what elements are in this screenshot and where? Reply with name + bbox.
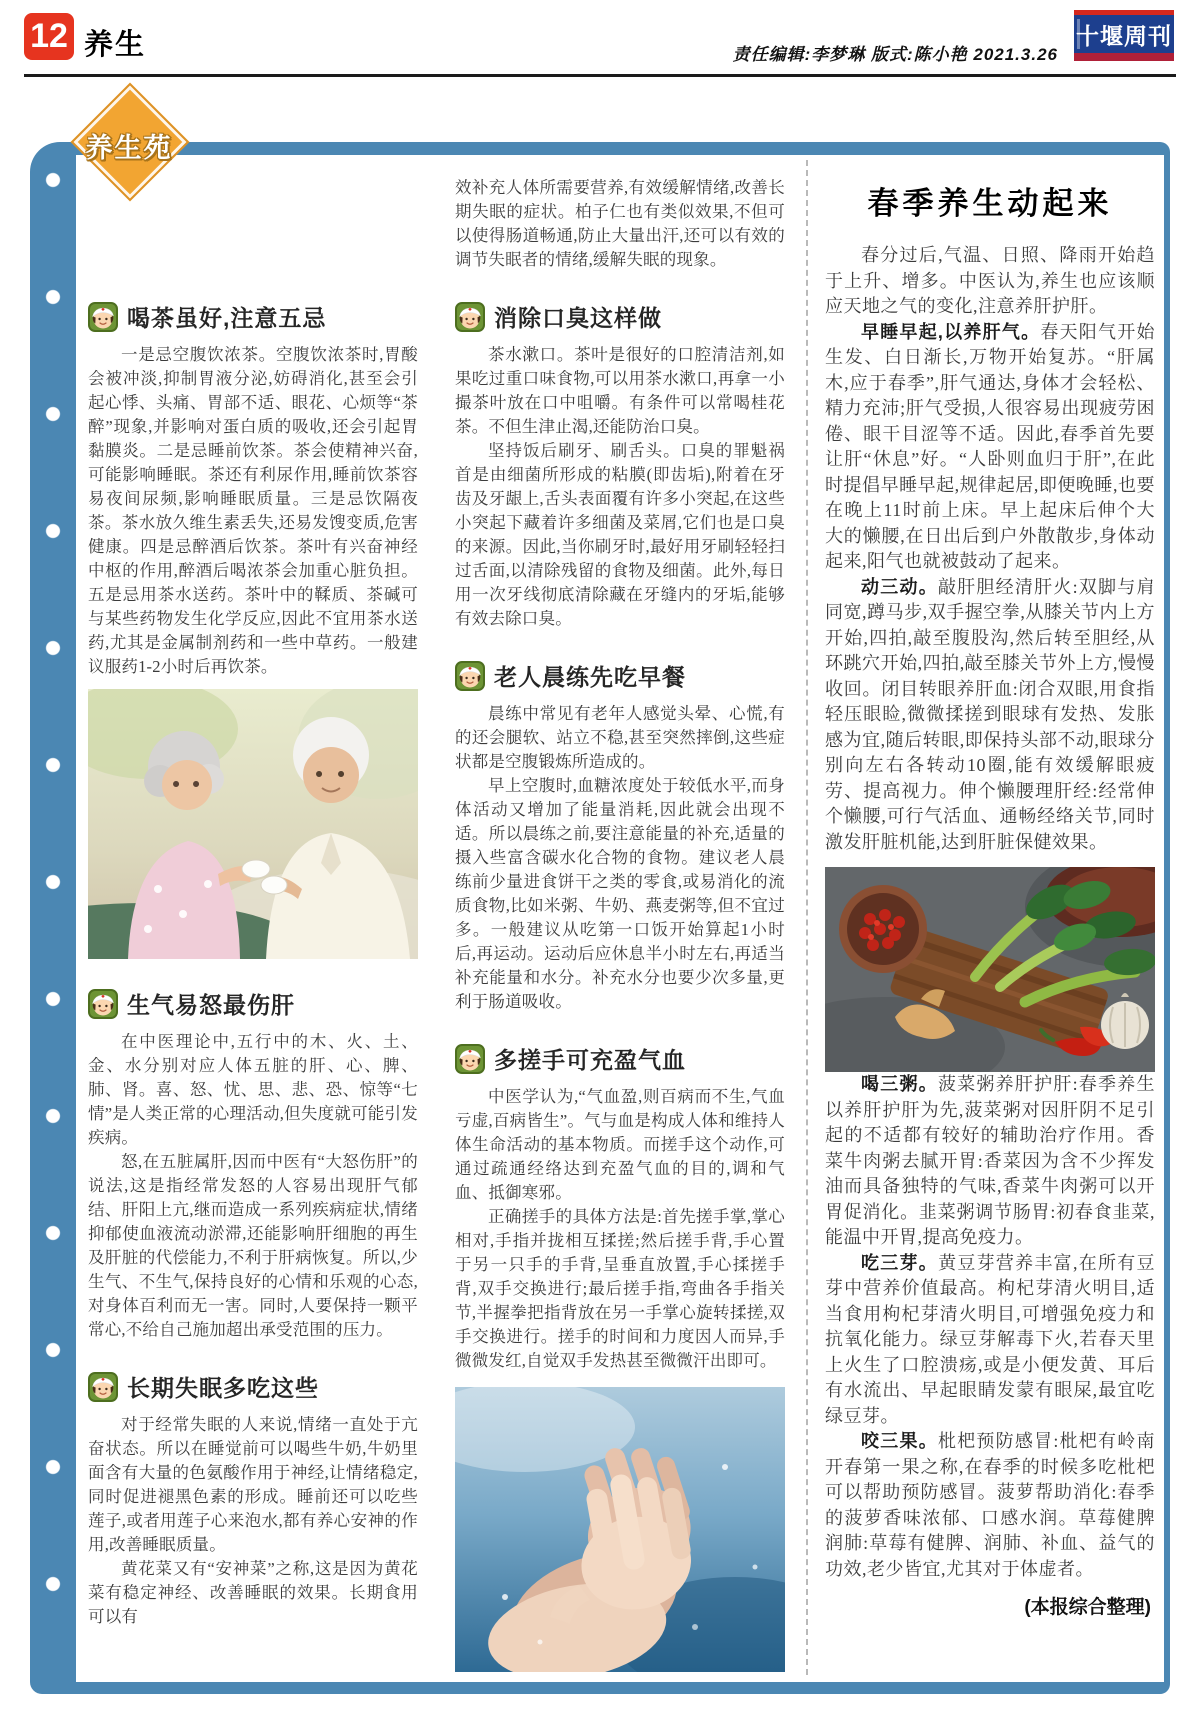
- body-paragraph: 中医学认为,“气血盈,则百病而不生,气血亏虚,百病皆生”。气与血是构成人体和维持人体生命活动的基本物质。而搓手这个动作,可通过疏通经络达到充盈气血的目的,调和气血、抵御寒邪。: [455, 1087, 785, 1202]
- photo-elderly-couple-tea: [88, 689, 418, 959]
- doctor-face-icon: [88, 989, 118, 1019]
- column-right: [806, 160, 1155, 1675]
- body-paragraph: 咬三果。枇杷预防感冒:枇杷有岭南开春第一果之称,在春季的时候多吃枇杷可以帮助预防感冒。菠萝帮助消化:春季的菠萝香味浓郁、口感水润。草莓健脾润肺:草莓有健脾、润肺、补血、益气的功效,老少皆宜,尤其对于体虚者。: [825, 1431, 1156, 1579]
- doctor-face-icon: [455, 1044, 485, 1074]
- paragraph-lead: 咬三果。: [861, 1431, 938, 1451]
- photo-spring-vegetables: [825, 867, 1155, 1072]
- body-paragraph: 晨练中常见有老年人感觉头晕、心慌,有的还会腿软、站立不稳,甚至突然摔倒,这些症状都是空腹锻炼所造成的。: [455, 704, 785, 771]
- body-paragraph: 效补充人体所需要营养,有效缓解情绪,改善长期失眠的症状。柏子仁也有类似效果,不但可以使得肠道畅通,防止大量出汗,还可以有效的调节失眠者的情绪,缓解失眠的现象。: [455, 178, 785, 269]
- page-number-badge: [24, 13, 74, 60]
- doctor-face-icon: [455, 661, 485, 691]
- paragraph-lead: 喝三粥。: [861, 1074, 938, 1094]
- body-paragraph: 对于经常失眠的人来说,情绪一直处于亢奋状态。所以在睡觉前可以喝些牛奶,牛奶里面含有大量的色氨酸作用于神经,让情绪稳定,同时促进褪黑色素的形成。睡前还可以吃些莲子,或者用莲子心来泡水,都有养心安神的作用,改善睡眠质量。: [88, 1415, 418, 1554]
- binder-holes: [30, 160, 76, 1640]
- section-title: 老人晨练先吃早餐: [494, 664, 686, 690]
- doctor-face-icon: [455, 302, 485, 332]
- section-title: 消除口臭这样做: [494, 305, 662, 331]
- section-title: 长期失眠多吃这些: [127, 1375, 319, 1401]
- doctor-face-icon: [88, 1372, 118, 1402]
- doctor-face-icon: [88, 302, 118, 332]
- column-left: [88, 160, 418, 1629]
- body-paragraph: 吃三芽。黄豆芽营养丰富,在所有豆芽中营养价值最高。枸杞芽清火明目,适当食用枸杞芽清火明目,可增强免疫力和抗氧化能力。绿豆芽解毒下火,若春天里上火生了口腔溃疡,或是小便发黄、耳后有水流出、早起眼睛发蒙有眼屎,最宜吃绿豆芽。: [825, 1252, 1156, 1426]
- editors-line: 责任编辑:李梦琳 版式:陈小艳 2021.3.26: [732, 45, 1058, 64]
- body-paragraph: 茶水漱口。茶叶是很好的口腔清洁剂,如果吃过重口味食物,可以用茶水漱口,再拿一小撮茶叶放在口中咀嚼。有条件可以常喝桂花茶。不但生津止渴,还能防治口臭。: [455, 345, 785, 436]
- article-headline: 春季养生动起来: [867, 186, 1113, 221]
- logo-title: 十堰周刊: [1074, 15, 1174, 53]
- body-paragraph: 怒,在五脏属肝,因而中医有“大怒伤肝”的说法,这是指经常发怒的人容易出现肝气郁结、肝阳上亢,继而造成一系列疾病症状,情绪抑郁使血液流动淤滞,还能影响肝细胞的再生及肝脏的代偿能力,不利于肝病恢复。所以,少生气、不生气,保持良好的心情和乐观的心态,对身体百利而无一害。同时,人要保持一颗平常心,不给自己施加超出承受范围的压力。: [88, 1152, 418, 1339]
- section-header: [455, 300, 785, 333]
- section-header: [455, 659, 785, 692]
- section-header: [455, 1042, 785, 1075]
- paragraph-lead: 早睡早起,以养肝气。: [861, 321, 1041, 342]
- section-header: [88, 300, 418, 333]
- body-paragraph: 一是忌空腹饮浓茶。空腹饮浓茶时,胃酸会被冲淡,抑制胃液分泌,妨碍消化,甚至会引起心悸、头痛、胃部不适、眼花、心烦等“茶醉”现象,并影响对蛋白质的吸收,还会引起胃黏膜炎。二是忌睡前饮茶。茶会使精神兴奋,可能影响睡眠。茶还有利尿作用,睡前饮茶容易夜间尿频,影响睡眠质量。三是忌饮隔夜茶。茶水放久维生素丢失,还易发馊变质,危害健康。四是忌醉酒后饮茶。茶叶有兴奋神经中枢的作用,醉酒后喝浓茶会加重心脏负担。五是忌用茶水送药。茶叶中的鞣质、茶碱可与某些药物发生化学反应,因此不宜用茶水送药,尤其是金属制剂药和一些中草药。一般建议服药1-2小时后再饮茶。: [88, 345, 418, 676]
- photo-tea: [88, 689, 418, 959]
- logo-bottom-bar: [1074, 53, 1174, 61]
- body-paragraph: 早上空腹时,血糖浓度处于较低水平,而身体活动又增加了能量消耗,因此就会出现不适。所以晨练之前,要注意能量的补充,适量的摄入些富含碳水化合物的食物。建议老人晨练前少量进食饼干之类的零食,或易消化的流质食物,比如米粥、牛奶、燕麦粥等,但不宜过多。一般建议从吃第一口饭开始算起1小时后,再运动。运动后应休息半小时左右,再适当补充能量和水分。补充水分也要少次多量,更利于肠道吸收。: [455, 776, 785, 1011]
- photo-veg: [825, 867, 1155, 1072]
- body-paragraph: 喝三粥。菠菜粥养肝护肝:春季养生以养肝护肝为先,菠菜粥对因肝阴不足引起的不适都有较好的辅助治疗作用。香菜牛肉粥去腻开胃:香菜因为含不少挥发油而具备独特的气味,香菜牛肉粥可以开胃促消化。韭菜粥调节肠胃:初春食韭菜,能温中开胃,提高免疫力。: [825, 1074, 1156, 1247]
- paragraph-lead: 动三动。: [861, 576, 938, 597]
- newspaper-logo: [1074, 10, 1174, 61]
- section-header: [88, 987, 418, 1020]
- photo-hands: [455, 1387, 785, 1672]
- body-paragraph: 春分过后,气温、日照、降雨开始趋于上升、增多。中医认为,养生也应该顺应天地之气的变化,注意养肝护肝。: [825, 245, 1155, 316]
- body-paragraph: 在中医理论中,五行中的木、火、土、金、水分别对应人体五脏的肝、心、脾、肺、肾。喜、怒、忧、思、悲、恐、惊等“七情”是人类正常的心理活动,但失度就可能引发疾病。: [88, 1032, 418, 1147]
- body-paragraph: 正确搓手的具体方法是:首先搓手掌,掌心相对,手指并拢相互揉搓;然后搓手背,手心置于另一只手的手背,呈垂直放置,手心揉搓手背,双手交换进行;最后搓手指,弯曲各手指关节,半握拳把指背放在另一手掌心旋转揉搓,双手交换进行。搓手的时间和力度因人而异,手微微发红,自觉双手发热甚至微微汗出即可。: [455, 1207, 785, 1370]
- body-paragraph: 动三动。敲肝胆经清肝火:双脚与肩同宽,蹲马步,双手握空拳,从膝关节内上方开始,四拍,敲至腹股沟,然后转至胆经,从环跳穴开始,四拍,敲至膝关节外上方,慢慢收回。闭目转眼养肝血:闭合双眼,用食指轻压眼睑,微微揉搓到眼球有发热、发胀感为宜,随后转眼,即保持头部不动,眼球分别向左右各转动10圈,能有效缓解眼疲劳、提高视力。伸个懒腰理肝经:经常伸个懒腰,可行气活血、通畅经络关节,同时激发肝脏机能,达到肝脏保健效果。: [825, 576, 1156, 852]
- section-header: [88, 1370, 418, 1403]
- article-area: [88, 160, 1155, 1675]
- column-badge-label: 养生苑: [85, 133, 173, 163]
- header-divider: [24, 74, 1176, 77]
- section-title: 生气易怒最伤肝: [127, 992, 295, 1018]
- section-title: 多搓手可充盈气血: [494, 1047, 686, 1073]
- section-title: 喝茶虽好,注意五忌: [127, 305, 327, 331]
- page-section-title: 养生: [84, 29, 147, 61]
- column-middle: [455, 160, 785, 1672]
- photo-clasped-hands-water: [455, 1387, 785, 1672]
- body-paragraph: 黄花菜又有“安神菜”之称,这是因为黄花菜有稳定神经、改善睡眠的效果。长期食用可以有: [88, 1559, 418, 1626]
- paragraph-lead: 吃三芽。: [861, 1252, 939, 1273]
- body-paragraph: 早睡早起,以养肝气。春天阳气开始生发、白日渐长,万物开始复苏。“肝属木,应于春季”,肝气通达,身体才会轻松、精力充沛;肝气受损,人很容易出现疲劳困倦、眼干目涩等不适。因此,春季首先要让肝“休息”好。“人卧则血归于肝”,在此时提倡早睡早起,规律起居,即便晚睡,也要在晚上11时前上床。早上起床后伸个大大的懒腰,在日出后到户外散散步,身体动起来,阳气也就被鼓动了起来。: [825, 321, 1155, 571]
- page-number: 12: [30, 17, 68, 55]
- body-paragraph: 坚持饭后刷牙、刷舌头。口臭的罪魁祸首是由细菌所形成的粘膜(即齿垢),附着在牙齿及牙龈上,舌头表面覆有许多小突起,在这些小突起下藏着许多细菌及菜屑,它们也是口臭的来源。因此,当你刷牙时,最好用牙刷轻轻扫过舌面,以清除残留的食物及细菌。此外,每日用一次牙线彻底清除藏在牙缝内的牙垢,能够有效去除口臭。: [455, 441, 785, 628]
- source-credit: (本报综合整理): [1024, 1597, 1151, 1618]
